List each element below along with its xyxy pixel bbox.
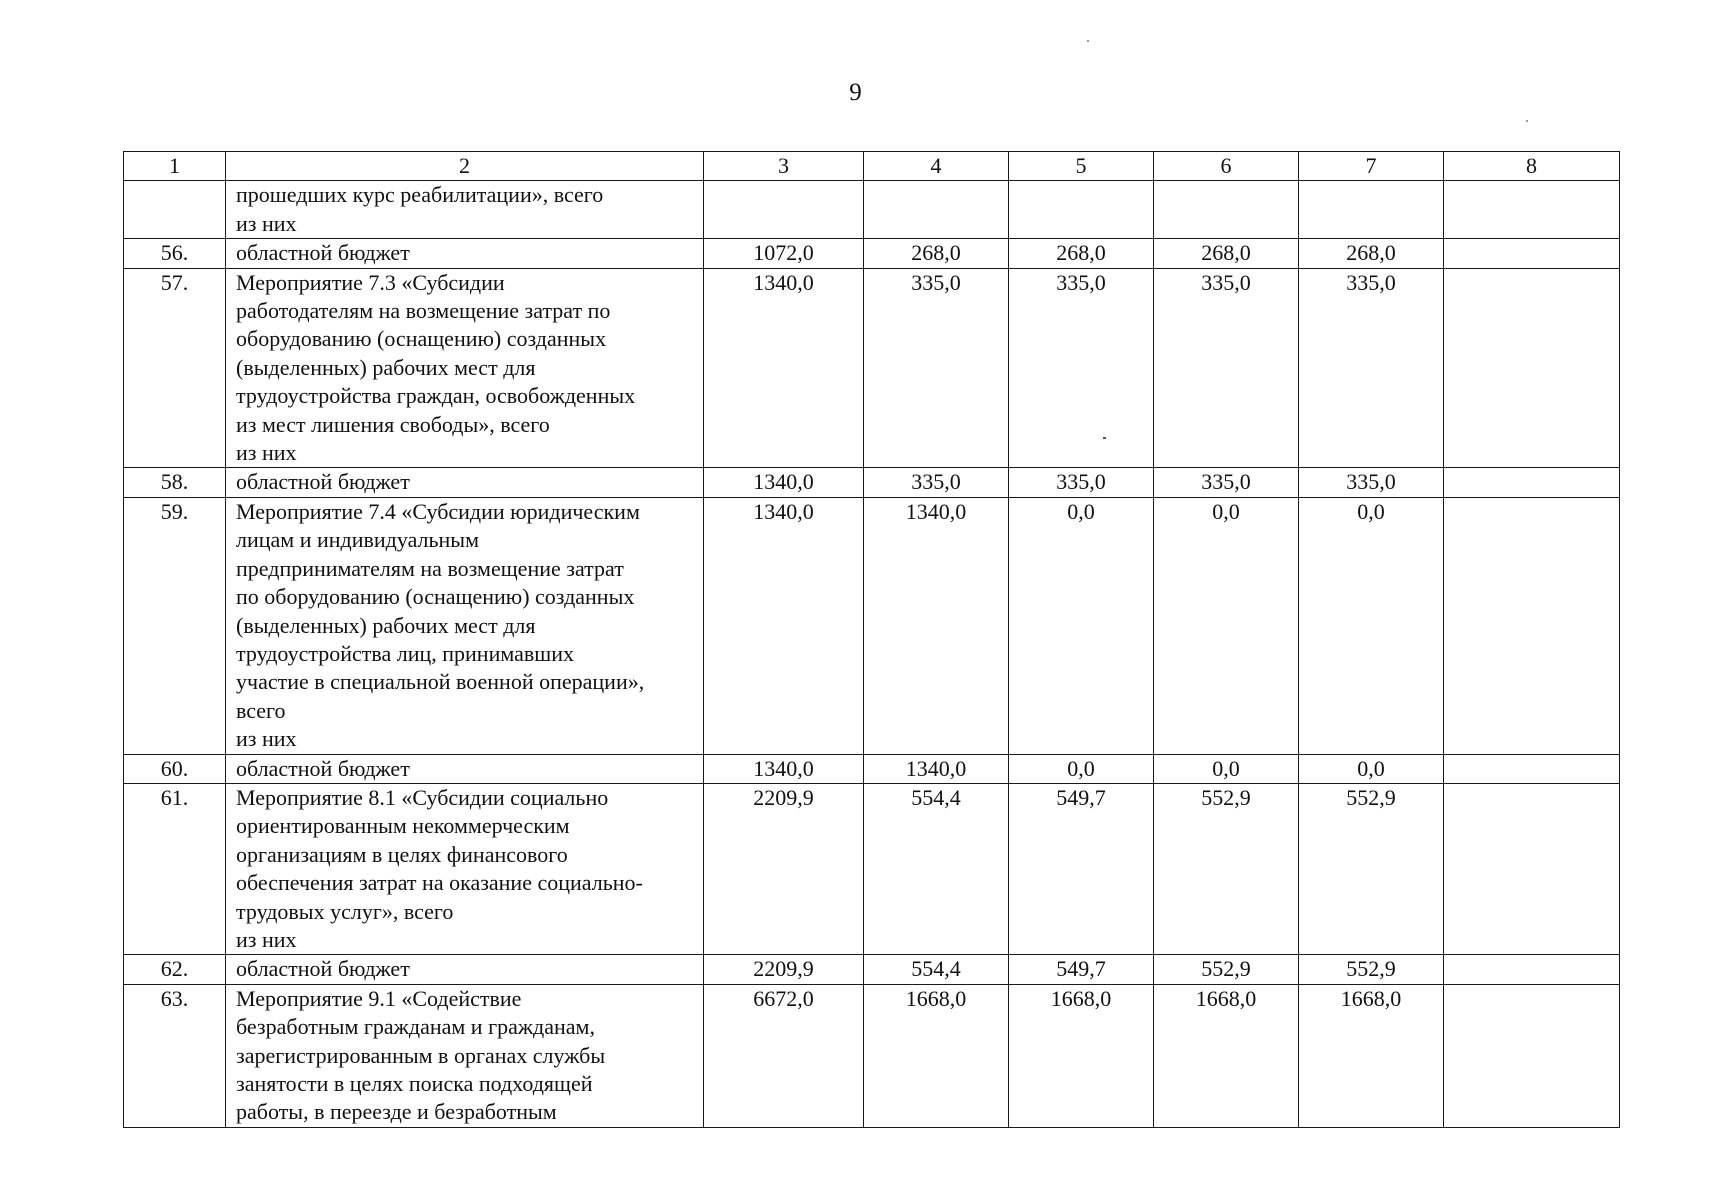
- table-body: [124, 181, 1620, 1127]
- value-col-8: [1444, 984, 1620, 1127]
- column-header-8: 8: [1444, 152, 1620, 181]
- value-col-3: 6672,0: [704, 984, 864, 1127]
- scan-speck: [1526, 120, 1528, 122]
- column-header-3: 3: [704, 152, 864, 181]
- value-col-6: 335,0: [1154, 268, 1299, 468]
- description-line: областной бюджет: [236, 755, 410, 781]
- value-col-7: 0,0: [1299, 754, 1444, 783]
- value-col-7: [1299, 181, 1444, 239]
- column-header-6: 6: [1154, 152, 1299, 181]
- row-description: [226, 268, 704, 468]
- description-line: организациям в целях финансового: [236, 841, 568, 867]
- value-col-4: 335,0: [864, 268, 1009, 468]
- description-line: обеспечения затрат на оказание социально-: [236, 870, 643, 896]
- value-col-5: 335,0: [1009, 268, 1154, 468]
- value-col-5: 0,0: [1009, 754, 1154, 783]
- scan-speck: [1103, 437, 1106, 439]
- description-line: из них: [236, 440, 297, 466]
- description-line: участие в специальной военной операции»,: [236, 669, 645, 695]
- value-col-5: 335,0: [1009, 468, 1154, 497]
- value-col-5: [1009, 181, 1154, 239]
- value-col-8: [1444, 239, 1620, 268]
- row-number: 59.: [124, 497, 226, 754]
- page-number: 9: [849, 79, 862, 106]
- value-col-6: 0,0: [1154, 497, 1299, 754]
- description-line: безработным гражданам и гражданам,: [236, 1014, 595, 1040]
- description-line: занятости в целях поиска подходящей: [236, 1071, 593, 1096]
- value-col-3: 2209,9: [704, 955, 864, 984]
- description-line: лицам и индивидуальным: [236, 527, 480, 553]
- value-col-4: 268,0: [864, 239, 1009, 268]
- description-line: из них: [236, 726, 297, 752]
- description-line: ориентированным некоммерческим: [236, 813, 570, 839]
- value-col-8: [1444, 181, 1620, 239]
- column-header-1: 1: [124, 152, 226, 181]
- value-col-4: [864, 181, 1009, 239]
- description-line: работодателям на возмещение затрат по: [236, 298, 611, 324]
- row-number: 62.: [124, 955, 226, 984]
- row-number: 63.: [124, 984, 226, 1127]
- description-line: из них: [236, 210, 297, 236]
- row-description: [226, 984, 704, 1127]
- description-line: всего: [236, 697, 286, 723]
- row-number: 61.: [124, 783, 226, 954]
- value-col-3: 1072,0: [704, 239, 864, 268]
- value-col-4: 1340,0: [864, 497, 1009, 754]
- value-col-6: [1154, 181, 1299, 239]
- description-line: (выделенных) рабочих мест для: [236, 354, 536, 380]
- row-description: [226, 754, 704, 783]
- value-col-8: [1444, 754, 1620, 783]
- table-row: [124, 181, 1620, 239]
- value-col-3: 2209,9: [704, 783, 864, 954]
- table-row: [124, 239, 1620, 268]
- row-number: 56.: [124, 239, 226, 268]
- column-header-4: 4: [864, 152, 1009, 181]
- header-row: [124, 152, 1620, 181]
- description-line: областной бюджет: [236, 956, 410, 982]
- row-number: [124, 181, 226, 239]
- value-col-8: [1444, 497, 1620, 754]
- row-description: [226, 239, 704, 268]
- table-row: [124, 783, 1620, 954]
- value-col-6: 335,0: [1154, 468, 1299, 497]
- description-line: Мероприятие 9.1 «Содействие: [236, 985, 522, 1011]
- table-row: [124, 984, 1620, 1127]
- value-col-5: 0,0: [1009, 497, 1154, 754]
- value-col-5: 268,0: [1009, 239, 1154, 268]
- value-col-7: 552,9: [1299, 955, 1444, 984]
- value-col-5: 549,7: [1009, 955, 1154, 984]
- description-line: трудовых услуг», всего: [236, 898, 454, 924]
- row-number: 58.: [124, 468, 226, 497]
- row-description: [226, 468, 704, 497]
- value-col-7: 335,0: [1299, 468, 1444, 497]
- description-line: из них: [236, 926, 297, 952]
- column-header-2: 2: [226, 152, 704, 181]
- table-row: [124, 268, 1620, 468]
- row-number: 60.: [124, 754, 226, 783]
- description-line: Мероприятие 7.3 «Субсидии: [236, 269, 505, 295]
- row-description: [226, 955, 704, 984]
- value-col-3: 1340,0: [704, 754, 864, 783]
- value-col-6: 552,9: [1154, 955, 1299, 984]
- value-col-7: 268,0: [1299, 239, 1444, 268]
- value-col-4: 554,4: [864, 783, 1009, 954]
- description-line: Мероприятие 7.4 «Субсидии юридическим: [236, 498, 640, 524]
- table-row: [124, 754, 1620, 783]
- value-col-3: 1340,0: [704, 497, 864, 754]
- value-col-6: 268,0: [1154, 239, 1299, 268]
- value-col-4: 335,0: [864, 468, 1009, 497]
- value-col-6: 1668,0: [1154, 984, 1299, 1127]
- value-col-3: 1340,0: [704, 468, 864, 497]
- value-col-4: 1340,0: [864, 754, 1009, 783]
- description-line: оборудованию (оснащению) созданных: [236, 326, 607, 352]
- value-col-8: [1444, 268, 1620, 468]
- value-col-5: 549,7: [1009, 783, 1154, 954]
- description-line: по оборудованию (оснащению) созданных: [236, 584, 635, 610]
- column-header-5: 5: [1009, 152, 1154, 181]
- table-row: [124, 955, 1620, 984]
- table-row: [124, 468, 1620, 497]
- table-row: [124, 497, 1620, 754]
- value-col-6: 552,9: [1154, 783, 1299, 954]
- value-col-3: [704, 181, 864, 239]
- description-line: зарегистрированным в органах службы: [236, 1042, 606, 1068]
- description-line: прошедших курс реабилитации», всего: [236, 182, 604, 208]
- value-col-7: 0,0: [1299, 497, 1444, 754]
- description-line: предпринимателям на возмещение затрат: [236, 555, 624, 581]
- description-line: областной бюджет: [236, 240, 410, 266]
- description-line: Мероприятие 8.1 «Субсидии социально: [236, 784, 609, 810]
- row-description: [226, 783, 704, 954]
- row-number: 57.: [124, 268, 226, 468]
- description-line: областной бюджет: [236, 469, 410, 495]
- value-col-7: 335,0: [1299, 268, 1444, 468]
- description-line: работы, в переезде и безработным: [236, 1099, 557, 1125]
- value-col-4: 554,4: [864, 955, 1009, 984]
- value-col-4: 1668,0: [864, 984, 1009, 1127]
- value-col-8: [1444, 468, 1620, 497]
- description-line: (выделенных) рабочих мест для: [236, 612, 536, 638]
- value-col-3: 1340,0: [704, 268, 864, 468]
- description-line: трудоустройства граждан, освобожденных: [236, 383, 636, 409]
- column-header-7: 7: [1299, 152, 1444, 181]
- row-description: [226, 181, 704, 239]
- value-col-5: 1668,0: [1009, 984, 1154, 1127]
- budget-table: [123, 151, 1620, 1128]
- row-description: [226, 497, 704, 754]
- value-col-7: 552,9: [1299, 783, 1444, 954]
- description-line: трудоустройства лиц, принимавших: [236, 640, 574, 666]
- scan-speck: [1087, 40, 1089, 42]
- value-col-6: 0,0: [1154, 754, 1299, 783]
- value-col-8: [1444, 783, 1620, 954]
- value-col-8: [1444, 955, 1620, 984]
- description-line: из мест лишения свободы», всего: [236, 411, 550, 437]
- value-col-7: 1668,0: [1299, 984, 1444, 1127]
